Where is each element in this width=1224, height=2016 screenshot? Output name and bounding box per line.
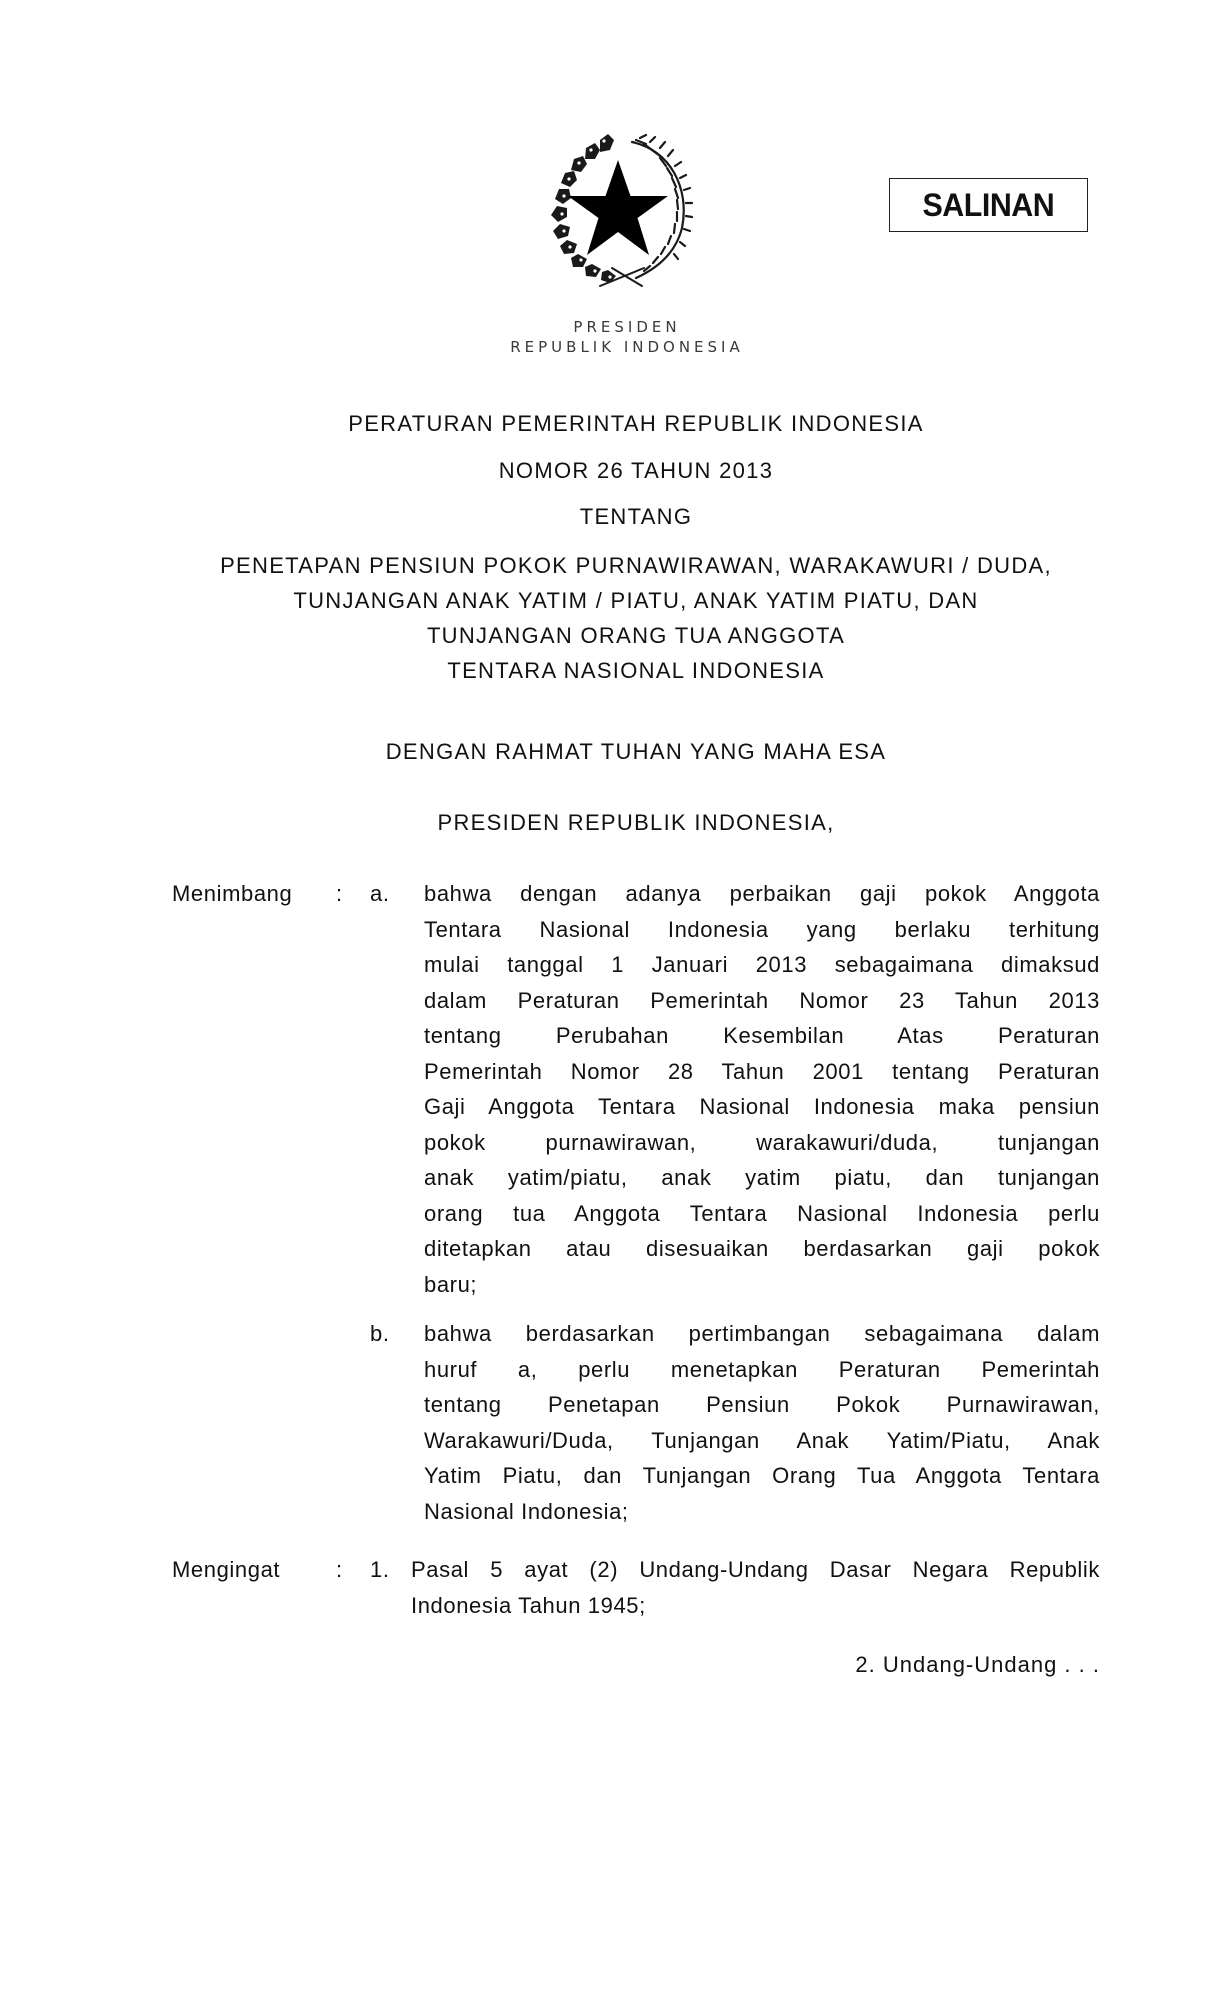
menimbang-label: Menimbang: [172, 881, 293, 906]
text-line: Tentara Nasional Indonesia yang berlaku terhitung: [424, 916, 1100, 942]
text-line: Indonesia Tahun 1945;: [411, 1592, 646, 1618]
subject-line-3: TUNJANGAN ORANG TUA ANGGOTA: [426, 623, 846, 648]
text-line: huruf a, perlu menetapkan Peraturan Pemerintah: [424, 1356, 1100, 1382]
tentang-heading: TENTANG: [579, 504, 693, 529]
text-line: Pemerintah Nomor 28 Tahun 2001 tentang Peraturan: [424, 1058, 1100, 1084]
mengingat-section: [172, 1552, 1100, 1623]
menimbang-item-a: [172, 876, 1100, 1302]
item-marker: 1.: [370, 1557, 390, 1582]
salinan-label: SALINAN: [922, 186, 1055, 223]
text-line: Gaji Anggota Tentara Nasional Indonesia maka pensiun: [424, 1094, 1100, 1119]
text-line: tentang Penetapan Pensiun Pokok Purnawirawan,: [424, 1392, 1100, 1417]
emblem-caption-presiden: PRESIDEN: [573, 318, 681, 336]
page-continuation-catchword: 2. Undang-Undang . . .: [855, 1652, 1100, 1677]
item-text: [424, 876, 1100, 1302]
mengingat-colon: :: [336, 1557, 343, 1582]
menimbang-colon: :: [336, 881, 343, 906]
text-line: anak yatim/piatu, anak yatim piatu, dan tunjangan: [424, 1165, 1100, 1190]
text-line: pokok purnawirawan, warakawuri/duda, tunjangan: [424, 1129, 1100, 1155]
menimbang-section: [172, 876, 1100, 1529]
text-line: bahwa berdasarkan pertimbangan sebagaimana dalam: [424, 1321, 1100, 1346]
subject-line-2: TUNJANGAN ANAK YATIM / PIATU, ANAK YATIM PIATU, DAN: [293, 588, 979, 613]
item-text: [424, 1316, 1100, 1529]
text-line: ditetapkan atau disesuaikan berdasarkan gaji pokok: [424, 1236, 1100, 1261]
text-line: tentang Perubahan Kesembilan Atas Peraturan: [424, 1023, 1100, 1048]
text-line: Nasional Indonesia;: [424, 1498, 629, 1524]
invocation: DENGAN RAHMAT TUHAN YANG MAHA ESA: [385, 739, 887, 764]
text-line: baru;: [424, 1271, 478, 1297]
subject-line-4: TENTARA NASIONAL INDONESIA: [447, 658, 825, 683]
presidential-emblem-icon: [540, 128, 700, 288]
mengingat-item-1: [172, 1552, 1100, 1623]
text-line: Pasal 5 ayat (2) Undang-Undang Dasar Negara Republik: [411, 1557, 1100, 1582]
salinan-stamp: [889, 178, 1088, 232]
text-line: dalam Peraturan Pemerintah Nomor 23 Tahun 2013: [424, 987, 1100, 1013]
text-line: orang tua Anggota Tentara Nasional Indonesia perlu: [424, 1200, 1100, 1226]
item-marker: a.: [370, 881, 390, 906]
authority-heading: PRESIDEN REPUBLIK INDONESIA,: [437, 810, 835, 835]
subject-line-1: PENETAPAN PENSIUN POKOK PURNAWIRAWAN, WARAKAWURI / DUDA,: [220, 553, 1052, 578]
text-line: Yatim Piatu, dan Tunjangan Orang Tua Anggota Tentara: [424, 1463, 1100, 1488]
text-line: bahwa dengan adanya perbaikan gaji pokok Anggota: [424, 881, 1100, 906]
item-text: [411, 1552, 1100, 1623]
item-marker: b.: [370, 1321, 390, 1346]
mengingat-label: Mengingat: [172, 1557, 281, 1582]
emblem-caption-republik: REPUBLIK INDONESIA: [510, 338, 744, 356]
menimbang-item-b: [172, 1316, 1100, 1529]
text-line: mulai tanggal 1 Januari 2013 sebagaimana dimaksud: [424, 952, 1100, 977]
regulation-title: PERATURAN PEMERINTAH REPUBLIK INDONESIA: [348, 411, 924, 436]
text-line: Warakawuri/Duda, Tunjangan Anak Yatim/Piatu, Anak: [424, 1427, 1100, 1453]
regulation-number: NOMOR 26 TAHUN 2013: [498, 458, 774, 483]
